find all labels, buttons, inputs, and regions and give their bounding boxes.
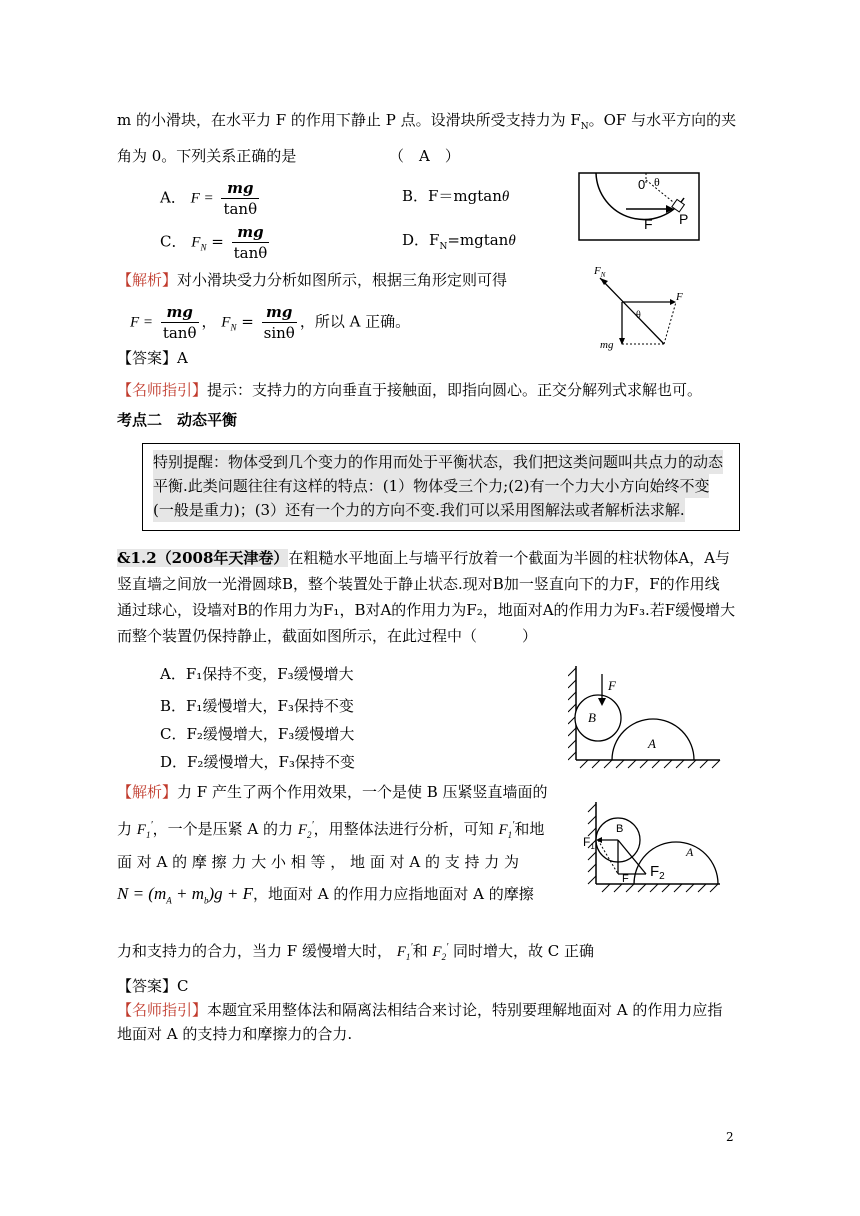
fig1-label-a: A	[648, 736, 656, 751]
wall-ball-figure	[568, 662, 724, 772]
q1-option-d: D．$F_N=mgtan\theta$	[402, 231, 516, 252]
q2-analysis-1: 【解析】力 F 产生了两个作用效果，一个是使 B 压紧竖直墙面的	[117, 783, 548, 801]
bowl-label-p: P	[679, 211, 689, 227]
fig2-label-f2: $F_2$	[650, 863, 665, 882]
q1-option-b: B．F＝mgtanθ	[402, 187, 510, 205]
q1-tip: 【名师指引】提示：支持力的方向垂直于接触面，即指向圆心。正交分解列式求解也可。	[117, 381, 703, 399]
fig2-label-a: A	[686, 845, 694, 859]
note-line-3: (一般是重力)；(3）还有一个力的方向不变.我们可以采用图解法或者解析法求解.	[153, 498, 685, 522]
bowl-label-f: F	[644, 216, 653, 232]
force-label-fn: $F_N$	[594, 265, 606, 279]
q2-tip-2: 地面对 A 的支持力和摩擦力的合力.	[117, 1025, 353, 1043]
q1-option-a: A． F = $\frac{mg}{\tan\theta}$	[160, 179, 258, 218]
q1-analysis: 【解析】对小滑块受力分析如图所示，根据三角形定则可得	[117, 271, 508, 289]
analysis-tag: 【解析】	[117, 271, 178, 289]
bowl-label-o: 0	[638, 177, 646, 192]
bowl-figure	[578, 172, 700, 242]
q1-option-c: C． $F_N$ = $\frac{mg}{\tan\theta}$	[160, 223, 268, 262]
q2-analysis-5: 力和支持力的合力，当力 F 缓慢增大时， $F_1'$和 $F_2'$ 同时增大，故 C 正确	[117, 942, 595, 962]
q2-option-c: C．F₂缓慢增大，F₃缓慢增大	[160, 725, 355, 743]
q1-stem-line2: 角为 0。下列关系正确的是 （ A ）	[117, 147, 460, 165]
q2-analysis-4: $N = (m_A + m_b)g + F$，地面对 A 的作用力应指地面对 A 的摩擦	[117, 884, 534, 906]
q2-answer: 【答案】C	[117, 977, 189, 995]
note-line-2: 平衡.此类问题往往有这样的特点：(1）物体受三个力;(2)有一个力大小方向始终不变	[153, 474, 709, 498]
q1-answer: 【答案】A	[117, 349, 188, 367]
q2-option-a: A．F₁保持不变，F₃缓慢增大	[160, 665, 354, 683]
q2-tag: &1.2（2008年天津卷）	[117, 549, 289, 567]
q1-equations: F = $\frac{mg}{\tan\theta}$ ， $F_N$ = $\frac{mg}{\sin\theta}$ ，所以 A 正确。	[130, 303, 411, 342]
q2-tip-1: 【名师指引】本题宜采用整体法和隔离法相结合来讨论，特别要理解地面对 A 的作用力应指	[117, 1001, 723, 1019]
q2-stem-2: 竖直墙之间放一光滑圆球B，整个装置处于静止状态.现对B加一竖直向下的力F，F的作用线	[117, 575, 720, 593]
q2-stem-1: &1.2（2008年天津卷）在粗糙水平地面上与墙平行放着一个截面为半圆的柱状物体A，A与	[117, 549, 731, 567]
note-box	[142, 443, 740, 531]
section-title: 考点二 动态平衡	[117, 411, 238, 429]
q2-analysis-2: 力 $F_1'$，一个是压紧 A 的力 $F_2'$，用整体法进行分析，可知 $F_1'$和地	[117, 820, 545, 840]
bowl-label-theta: θ	[654, 175, 660, 189]
q2-analysis-3: 面 对 A 的 摩 擦 力 大 小 相 等 ， 地 面 对 A 的 支 持 力 为	[117, 853, 520, 871]
fig2-label-b: B	[616, 823, 624, 835]
q2-option-b: B．F₁缓慢增大，F₃保持不变	[160, 697, 354, 715]
force-triangle-figure	[592, 262, 692, 354]
q1-stem-line1: m 的小滑块，在水平力 F 的作用下静止 P 点。设滑块所受支持力为 $F_N$。OF 与水平方向的夹	[117, 111, 737, 132]
force-label-theta: θ	[636, 310, 641, 321]
fig1-label-b: B	[588, 710, 596, 725]
note-line-1: 特别提醒：物体受到几个变力的作用而处于平衡状态，我们把这类问题叫共点力的动态	[153, 450, 723, 474]
force-label-mg: mg	[600, 339, 614, 351]
q1-answer-paren: （ A ）	[389, 147, 460, 165]
fig2-label-f: F	[622, 873, 629, 885]
page-number: 2	[726, 1130, 734, 1144]
q2-option-d: D．F₂缓慢增大，F₃保持不变	[160, 753, 355, 771]
fig2-label-f1: $F_1$	[583, 835, 595, 851]
force-decomposition-figure	[582, 796, 724, 894]
force-label-f: F	[676, 291, 683, 303]
q2-stem-4: 而整个装置仍保持静止，截面如图所示，在此过程中（ ）	[117, 627, 538, 645]
q2-stem-3: 通过球心，设墙对B的作用力为F₁，B对A的作用力为F₂，地面对A的作用力为F₃.若F缓慢增大	[117, 601, 736, 619]
fig1-label-f: F	[608, 678, 616, 693]
